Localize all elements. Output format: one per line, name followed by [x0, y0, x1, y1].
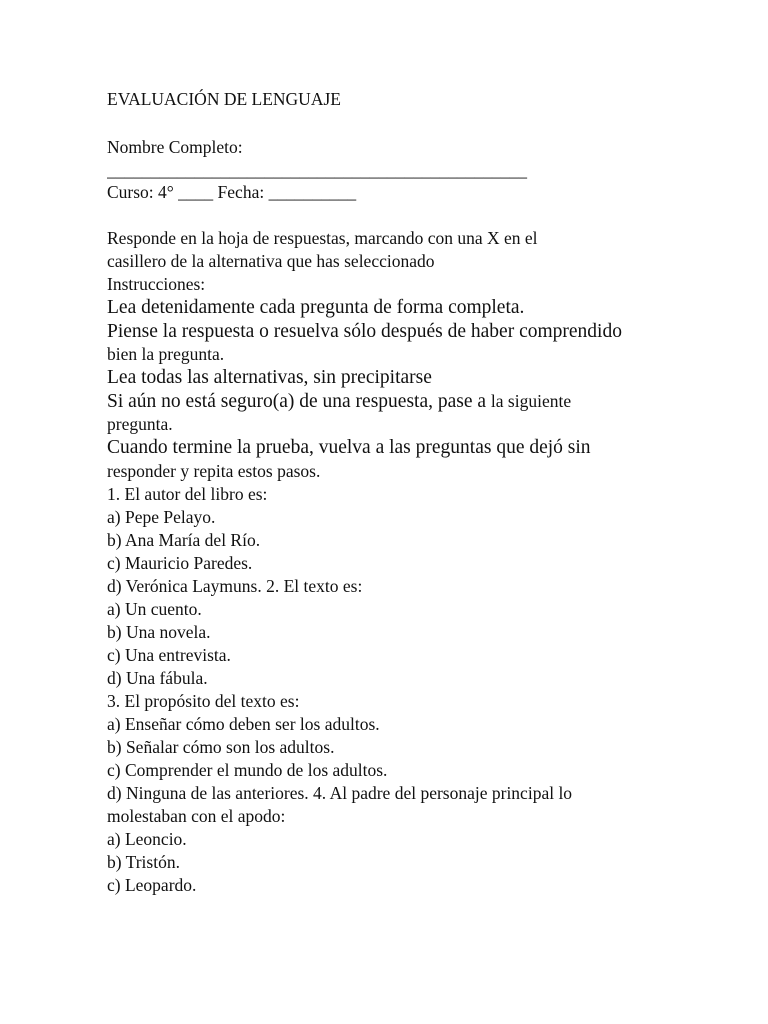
- instruction-2-text: Piense la respuesta o resuelva sólo después de haber comprendido: [107, 320, 622, 342]
- question-2-option-c: c) Una entrevista.: [107, 644, 231, 665]
- instruction-2: [107, 320, 707, 344]
- instruction-2-cont: bien la pregunta.: [107, 344, 225, 364]
- instruction-5: [107, 436, 707, 460]
- question-1-option-c: c) Mauricio Paredes.: [107, 552, 253, 573]
- name-blank-line: ________________________________________________: [107, 160, 527, 180]
- question-4-cont: molestaban con el apodo:: [107, 805, 286, 826]
- intro-line-2: casillero de la alternativa que has seleccionado: [107, 251, 435, 271]
- document-page: [107, 88, 707, 897]
- instruction-4: [107, 390, 707, 414]
- question-4-option-c: c) Leopardo.: [107, 874, 197, 895]
- instruction-1: [107, 296, 707, 320]
- question-1-option-a: a) Pepe Pelayo.: [107, 506, 216, 527]
- question-3-option-b: b) Señalar cómo son los adultos.: [107, 736, 335, 757]
- instruction-1-text: Lea detenidamente cada pregunta de forma completa.: [107, 297, 525, 318]
- question-3-option-a: a) Enseñar cómo deben ser los adultos.: [107, 713, 380, 734]
- instruction-3: [107, 366, 707, 390]
- question-1-option-b: b) Ana María del Río.: [107, 529, 261, 550]
- intro-line-1: Responde en la hoja de respuestas, marcando con una X en el: [107, 228, 538, 248]
- document-title: EVALUACIÓN DE LENGUAJE: [107, 89, 341, 109]
- name-label: Nombre Completo:: [107, 137, 243, 157]
- instruction-5-cont: responder y repita estos pasos.: [107, 460, 321, 481]
- course-date-line: Curso: 4° ____ Fecha: __________: [107, 182, 357, 202]
- question-2-option-a: a) Un cuento.: [107, 598, 202, 619]
- instruction-4-cont: pregunta.: [107, 414, 173, 434]
- question-2-option-d: d) Una fábula.: [107, 667, 208, 688]
- instruction-4-tail: la siguiente: [490, 390, 572, 411]
- question-4-option-a: a) Leoncio.: [107, 828, 187, 849]
- question-4-option-b: b) Tristón.: [107, 851, 180, 872]
- instruction-4-text: Si aún no está seguro(a) de una respuesta, pase a: [107, 390, 487, 412]
- question-1: 1. El autor del libro es:: [107, 483, 268, 504]
- question-3-option-c: c) Comprender el mundo de los adultos.: [107, 759, 388, 780]
- instructions-label: Instrucciones:: [107, 274, 206, 294]
- question-1-option-d-question-2: d) Verónica Laymuns. 2. El texto es:: [107, 575, 363, 596]
- instruction-5-text: Cuando termine la prueba, vuelva a las preguntas que dejó sin: [107, 437, 591, 458]
- question-3: 3. El propósito del texto es:: [107, 690, 300, 711]
- instruction-3-text: Lea todas las alternativas, sin precipitarse: [107, 367, 432, 388]
- question-3-option-d-question-4: d) Ninguna de las anteriores. 4. Al padre del personaje principal lo: [107, 782, 573, 803]
- question-2-option-b: b) Una novela.: [107, 621, 211, 642]
